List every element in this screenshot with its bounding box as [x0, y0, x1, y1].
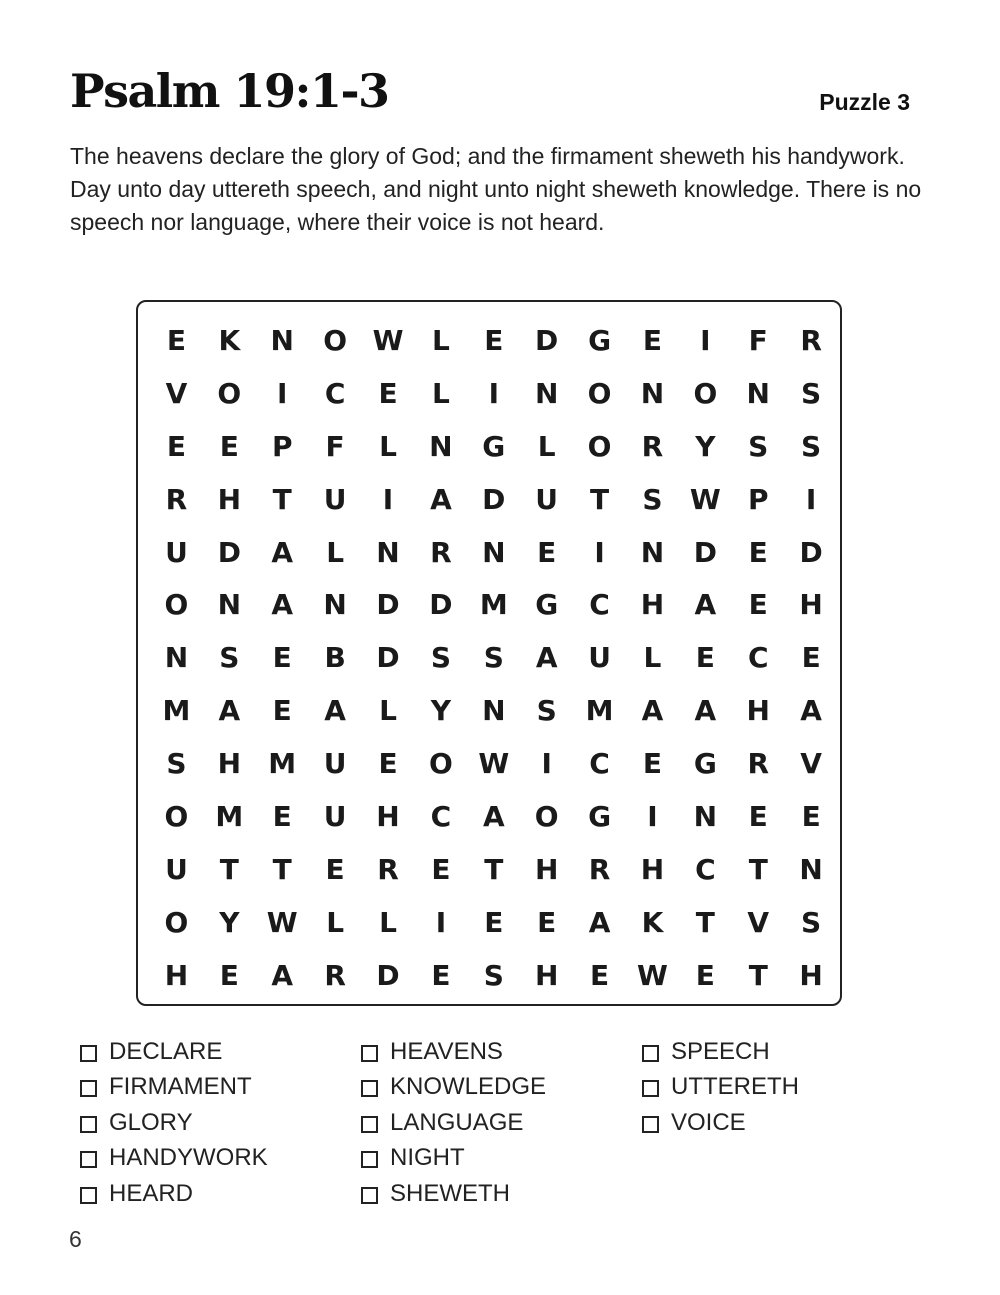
grid-letter[interactable]: U — [323, 799, 347, 833]
grid-letter[interactable]: N — [482, 694, 506, 728]
grid-letter[interactable]: M — [215, 799, 244, 833]
grid-letter[interactable]: R — [747, 747, 770, 781]
grid-letter[interactable]: E — [166, 429, 187, 463]
grid-letter[interactable]: R — [588, 852, 611, 886]
grid-letter[interactable]: W — [266, 905, 298, 939]
grid-letter[interactable]: N — [270, 323, 294, 357]
grid-letter[interactable]: O — [164, 799, 189, 833]
checkbox[interactable] — [80, 1080, 97, 1097]
grid-letter[interactable]: Y — [695, 429, 716, 463]
grid-letter[interactable]: C — [324, 376, 346, 410]
grid-letter[interactable]: S — [801, 429, 822, 463]
word-list-item — [80, 1034, 361, 1070]
grid-letter[interactable]: D — [376, 588, 400, 622]
grid-letter[interactable]: H — [376, 799, 400, 833]
word-list — [80, 1034, 923, 1212]
grid-letter[interactable]: D — [693, 535, 717, 569]
grid-letter[interactable]: E — [590, 958, 610, 992]
grid-letter[interactable]: H — [640, 588, 665, 622]
grid-letter[interactable]: U — [165, 535, 188, 569]
grid-letter[interactable]: O — [693, 376, 718, 410]
grid-letter[interactable]: Y — [219, 905, 240, 939]
grid-letter[interactable]: D — [376, 958, 400, 992]
grid-letter[interactable]: H — [217, 482, 242, 516]
grid-letter[interactable]: E — [801, 641, 821, 675]
word-label: VOICE — [671, 1108, 746, 1136]
grid-letter[interactable]: E — [748, 535, 768, 569]
grid-letter[interactable]: N — [799, 852, 823, 886]
grid-letter[interactable]: E — [431, 852, 451, 886]
page-number: 6 — [69, 1226, 82, 1252]
word-label: FIRMAMENT — [109, 1073, 252, 1101]
checkbox[interactable] — [361, 1080, 378, 1097]
grid-letter[interactable]: D — [535, 323, 559, 357]
grid-letter[interactable]: E — [748, 799, 768, 833]
checkbox[interactable] — [642, 1116, 659, 1133]
checkbox[interactable] — [361, 1116, 378, 1133]
word-list-item — [361, 1141, 642, 1177]
grid-letter[interactable]: S — [219, 641, 240, 675]
grid-letter[interactable]: I — [277, 376, 288, 410]
grid-letter[interactable]: R — [800, 323, 822, 357]
grid-letter[interactable]: I — [805, 482, 817, 516]
page-title: Psalm 19:1-3 — [70, 64, 389, 118]
word-label: KNOWLEDGE — [390, 1073, 547, 1101]
word-list-item — [80, 1141, 361, 1177]
grid-letter[interactable]: T — [748, 958, 768, 992]
grid-letter[interactable]: S — [642, 482, 663, 516]
grid-letter[interactable]: I — [488, 376, 499, 410]
word-list-item — [361, 1105, 642, 1141]
grid-letter[interactable]: T — [272, 852, 292, 886]
word-list-item — [361, 1034, 642, 1070]
word-list-item — [80, 1070, 361, 1106]
grid-letter[interactable]: H — [534, 852, 559, 886]
grid-letter[interactable]: S — [430, 641, 451, 675]
word-list-column — [642, 1034, 923, 1212]
grid-letter[interactable]: N — [376, 535, 400, 569]
grid-letter[interactable]: G — [693, 747, 717, 781]
grid-letter[interactable]: E — [378, 376, 398, 410]
grid-letter[interactable]: D — [376, 641, 400, 675]
grid-letter[interactable]: N — [217, 588, 242, 622]
grid-letter[interactable]: U — [535, 482, 559, 516]
grid-letter[interactable]: K — [641, 905, 664, 939]
checkbox[interactable] — [80, 1116, 97, 1133]
grid-letter[interactable]: M — [268, 747, 297, 781]
grid-letter[interactable]: O — [587, 429, 612, 463]
grid-letter[interactable]: S — [801, 905, 822, 939]
grid-letter[interactable]: I — [700, 323, 711, 357]
grid-letter[interactable]: R — [430, 535, 452, 569]
grid-letter[interactable]: E — [484, 323, 504, 357]
grid-letter[interactable]: H — [534, 958, 559, 992]
checkbox[interactable] — [80, 1151, 97, 1168]
grid-letter[interactable]: G — [588, 323, 612, 357]
checkbox[interactable] — [642, 1080, 659, 1097]
grid-letter[interactable]: G — [535, 588, 559, 622]
word-label: NIGHT — [390, 1144, 465, 1172]
grid-letter[interactable]: Y — [430, 694, 452, 728]
grid-letter[interactable]: D — [482, 482, 506, 516]
grid-letter[interactable]: D — [799, 535, 823, 569]
grid-letter[interactable]: M — [479, 588, 508, 622]
grid-letter[interactable]: A — [694, 694, 717, 728]
grid-letter[interactable]: S — [483, 958, 504, 992]
grid-letter[interactable]: E — [272, 799, 292, 833]
grid-letter[interactable]: I — [435, 905, 447, 939]
grid-letter[interactable]: T — [219, 852, 239, 886]
word-label: HANDYWORK — [109, 1144, 268, 1172]
word-label: DECLARE — [109, 1037, 223, 1065]
grid-letter[interactable]: L — [379, 429, 397, 463]
grid-letter[interactable]: E — [431, 958, 451, 992]
grid-letter[interactable]: G — [588, 799, 612, 833]
grid-letter[interactable]: E — [219, 958, 239, 992]
grid-letter[interactable]: E — [272, 641, 292, 675]
grid-letter[interactable]: L — [537, 429, 556, 463]
grid-letter[interactable]: N — [640, 535, 665, 569]
grid-letter[interactable]: O — [534, 799, 559, 833]
grid-letter[interactable]: E — [748, 588, 768, 622]
word-list-item — [80, 1105, 361, 1141]
grid-letter[interactable]: C — [589, 588, 610, 622]
grid-letter[interactable]: S — [801, 376, 822, 410]
grid-letter[interactable]: U — [323, 482, 347, 516]
word-label: SPEECH — [671, 1037, 770, 1065]
grid-letter[interactable]: W — [478, 747, 510, 781]
grid-letter[interactable]: A — [641, 694, 664, 728]
grid-letter[interactable]: I — [647, 799, 658, 833]
checkbox[interactable] — [361, 1151, 378, 1168]
grid-letter[interactable]: E — [695, 641, 715, 675]
grid-letter[interactable]: D — [429, 588, 453, 622]
grid-letter[interactable]: N — [164, 641, 189, 675]
grid-letter[interactable]: R — [165, 482, 188, 516]
grid-letter[interactable]: L — [326, 535, 345, 569]
letter-grid — [150, 314, 838, 1002]
grid-letter[interactable]: I — [382, 482, 394, 516]
grid-letter[interactable]: A — [588, 905, 611, 939]
grid-letter[interactable]: F — [748, 323, 768, 357]
word-list-column — [361, 1034, 642, 1212]
grid-letter[interactable]: N — [323, 588, 347, 622]
grid-letter[interactable]: N — [746, 376, 770, 410]
grid-letter[interactable]: O — [587, 376, 612, 410]
grid-letter[interactable]: W — [372, 323, 404, 357]
grid-letter[interactable]: A — [694, 588, 717, 622]
grid-letter[interactable]: A — [430, 482, 452, 516]
grid-letter[interactable]: L — [379, 905, 397, 939]
grid-letter[interactable]: E — [219, 429, 239, 463]
grid-letter[interactable]: O — [428, 747, 453, 781]
grid-letter[interactable]: S — [748, 429, 769, 463]
word-label: LANGUAGE — [390, 1108, 524, 1136]
word-label: UTTERETH — [671, 1073, 799, 1101]
word-list-item — [642, 1070, 923, 1106]
grid-letter[interactable]: S — [166, 747, 187, 781]
grid-letter[interactable]: B — [324, 641, 346, 675]
grid-letter[interactable]: H — [799, 588, 823, 622]
grid-letter[interactable]: C — [589, 747, 610, 781]
word-list-item — [642, 1034, 923, 1070]
grid-letter[interactable]: S — [483, 641, 504, 675]
grid-letter[interactable]: A — [482, 799, 505, 833]
grid-letter[interactable]: U — [165, 852, 188, 886]
grid-letter[interactable]: G — [482, 429, 506, 463]
word-list-item — [361, 1176, 642, 1212]
grid-letter[interactable]: T — [748, 852, 768, 886]
word-label: SHEWETH — [390, 1179, 510, 1207]
grid-letter[interactable]: T — [484, 852, 504, 886]
puzzle-number: Puzzle 3 — [819, 89, 910, 115]
grid-letter[interactable]: M — [162, 694, 191, 728]
grid-letter[interactable]: A — [271, 535, 294, 569]
grid-letter[interactable]: A — [271, 958, 294, 992]
grid-letter[interactable]: E — [537, 535, 557, 569]
grid-letter[interactable]: N — [482, 535, 506, 569]
grid-letter[interactable]: C — [430, 799, 452, 833]
grid-letter[interactable]: A — [800, 694, 822, 728]
word-list-item — [361, 1070, 642, 1106]
grid-letter[interactable]: E — [642, 747, 663, 781]
checkbox[interactable] — [80, 1045, 97, 1062]
grid-letter[interactable]: N — [429, 429, 453, 463]
grid-letter[interactable]: W — [637, 958, 668, 992]
grid-letter[interactable]: S — [536, 694, 557, 728]
grid-letter[interactable]: D — [217, 535, 241, 569]
grid-letter[interactable]: E — [272, 694, 292, 728]
grid-letter[interactable]: E — [484, 905, 504, 939]
grid-letter[interactable]: R — [641, 429, 664, 463]
word-list-column — [80, 1034, 361, 1212]
grid-letter[interactable]: R — [377, 852, 399, 886]
word-label: HEAVENS — [390, 1037, 503, 1065]
grid-letter[interactable]: H — [164, 958, 189, 992]
grid-letter[interactable]: L — [431, 376, 450, 410]
grid-letter[interactable]: N — [534, 376, 559, 410]
grid-letter[interactable]: V — [747, 905, 770, 939]
grid-letter[interactable]: K — [218, 323, 241, 357]
grid-letter[interactable]: O — [164, 588, 189, 622]
grid-letter[interactable]: E — [537, 905, 557, 939]
grid-letter[interactable]: P — [271, 429, 293, 463]
grid-letter[interactable]: H — [746, 694, 770, 728]
grid-letter[interactable]: A — [271, 588, 294, 622]
grid-letter[interactable]: E — [378, 747, 398, 781]
grid-letter[interactable]: E — [695, 958, 715, 992]
grid-letter[interactable]: P — [747, 482, 769, 516]
grid-letter[interactable]: E — [166, 323, 187, 357]
word-label: GLORY — [109, 1108, 193, 1136]
grid-letter[interactable]: O — [323, 323, 348, 357]
word-list-item — [642, 1105, 923, 1141]
grid-letter[interactable]: M — [585, 694, 614, 728]
word-list-item — [80, 1176, 361, 1212]
grid-letter[interactable]: T — [695, 905, 715, 939]
grid-letter[interactable]: E — [642, 323, 663, 357]
grid-letter[interactable]: C — [747, 641, 769, 675]
checkbox[interactable] — [361, 1045, 378, 1062]
grid-letter[interactable]: L — [326, 905, 345, 939]
grid-letter[interactable]: L — [643, 641, 662, 675]
grid-letter[interactable]: E — [801, 799, 821, 833]
grid-letter[interactable]: H — [217, 747, 242, 781]
grid-letter[interactable]: O — [217, 376, 242, 410]
checkbox[interactable] — [642, 1045, 659, 1062]
grid-letter[interactable]: H — [640, 852, 665, 886]
grid-letter[interactable]: L — [379, 694, 397, 728]
grid-letter[interactable]: U — [323, 747, 347, 781]
checkbox[interactable] — [361, 1187, 378, 1204]
grid-letter[interactable]: I — [594, 535, 605, 569]
word-search-grid — [136, 300, 842, 1006]
grid-letter[interactable]: O — [164, 905, 189, 939]
grid-letter[interactable]: F — [325, 429, 345, 463]
grid-letter[interactable]: E — [325, 852, 345, 886]
grid-letter[interactable]: T — [590, 482, 610, 516]
grid-letter[interactable]: U — [588, 641, 611, 675]
grid-letter[interactable]: W — [689, 482, 721, 516]
grid-letter[interactable]: L — [431, 323, 450, 357]
word-label: HEARD — [109, 1179, 194, 1207]
grid-letter[interactable]: I — [541, 747, 552, 781]
checkbox[interactable] — [80, 1187, 97, 1204]
grid-letter[interactable]: V — [165, 376, 188, 410]
grid-letter[interactable]: C — [695, 852, 716, 886]
grid-letter[interactable]: N — [640, 376, 665, 410]
grid-letter[interactable]: A — [535, 641, 558, 675]
grid-letter[interactable]: R — [324, 958, 346, 992]
verse-text: The heavens declare the glory of God; and the firmament sheweth his handywork. Day unto day uttereth speech, and night unto night sheweth knowledge. There is no speech nor language, where their voice is not heard. — [70, 143, 922, 235]
grid-letter[interactable]: N — [693, 799, 718, 833]
grid-letter[interactable]: A — [218, 694, 241, 728]
grid-letter[interactable]: A — [324, 694, 346, 728]
grid-letter[interactable]: H — [799, 958, 823, 992]
grid-letter[interactable]: V — [800, 747, 822, 781]
grid-letter[interactable]: T — [272, 482, 292, 516]
